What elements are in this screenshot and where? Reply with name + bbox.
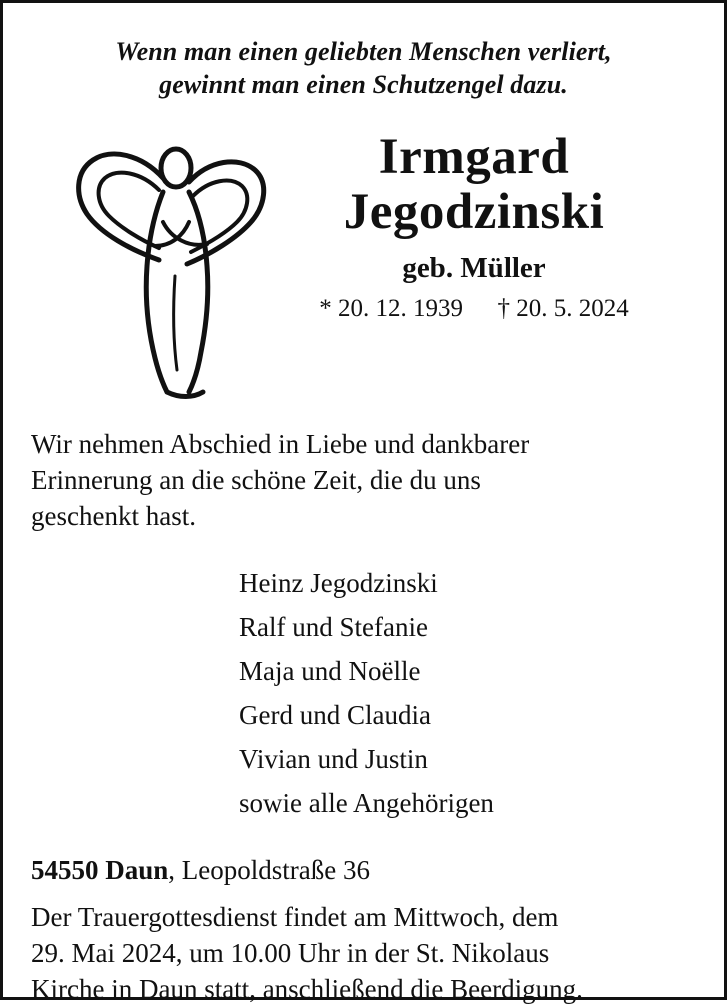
motto xyxy=(31,35,696,102)
mourners-list xyxy=(31,561,696,825)
motto-line-2: gewinnt man einen Schutzengel dazu. xyxy=(159,70,568,100)
deceased-last-name: Jegodzinski xyxy=(343,183,605,240)
angel-icon xyxy=(67,126,267,401)
farewell-line-1: Wir nehmen Abschied in Liebe und dankbarer xyxy=(31,428,530,459)
birth-date: * 20. 12. 1939 xyxy=(319,294,463,322)
list-item: Maja und Noëlle xyxy=(239,655,421,686)
motto-line-1: Wenn man einen geliebten Menschen verliert, xyxy=(115,37,612,66)
deceased-maiden-name: geb. Müller xyxy=(402,251,546,284)
list-item: Vivian und Justin xyxy=(239,743,428,774)
death-date: † 20. 5. 2024 xyxy=(497,294,629,322)
life-dates xyxy=(254,295,694,323)
list-item: Gerd und Claudia xyxy=(239,699,431,730)
farewell-text xyxy=(31,426,696,535)
list-item: Heinz Jegodzinski xyxy=(239,567,438,598)
list-item: sowie alle Angehörigen xyxy=(239,787,494,818)
address xyxy=(31,855,696,886)
service-line-1: Der Trauergottesdienst findet am Mittwoch, dem xyxy=(31,901,559,932)
farewell-line-2: Erinnerung an die schöne Zeit, die du uns xyxy=(31,464,481,495)
deceased-first-name: Irmgard xyxy=(378,128,570,185)
farewell-line-3: geschenkt hast. xyxy=(31,501,196,532)
address-city: 54550 Daun xyxy=(31,854,169,885)
list-item: Ralf und Stefanie xyxy=(239,611,428,642)
address-street: , Leopoldstraße 36 xyxy=(168,854,370,885)
deceased-name-block xyxy=(254,130,694,323)
funeral-service-details xyxy=(31,900,696,1008)
service-line-3: Kirche in Daun statt, anschließend die Beerdigung. xyxy=(31,973,583,1004)
header-block xyxy=(31,120,696,410)
service-line-2: 29. Mai 2024, um 10.00 Uhr in der St. Nikolaus xyxy=(31,937,550,968)
